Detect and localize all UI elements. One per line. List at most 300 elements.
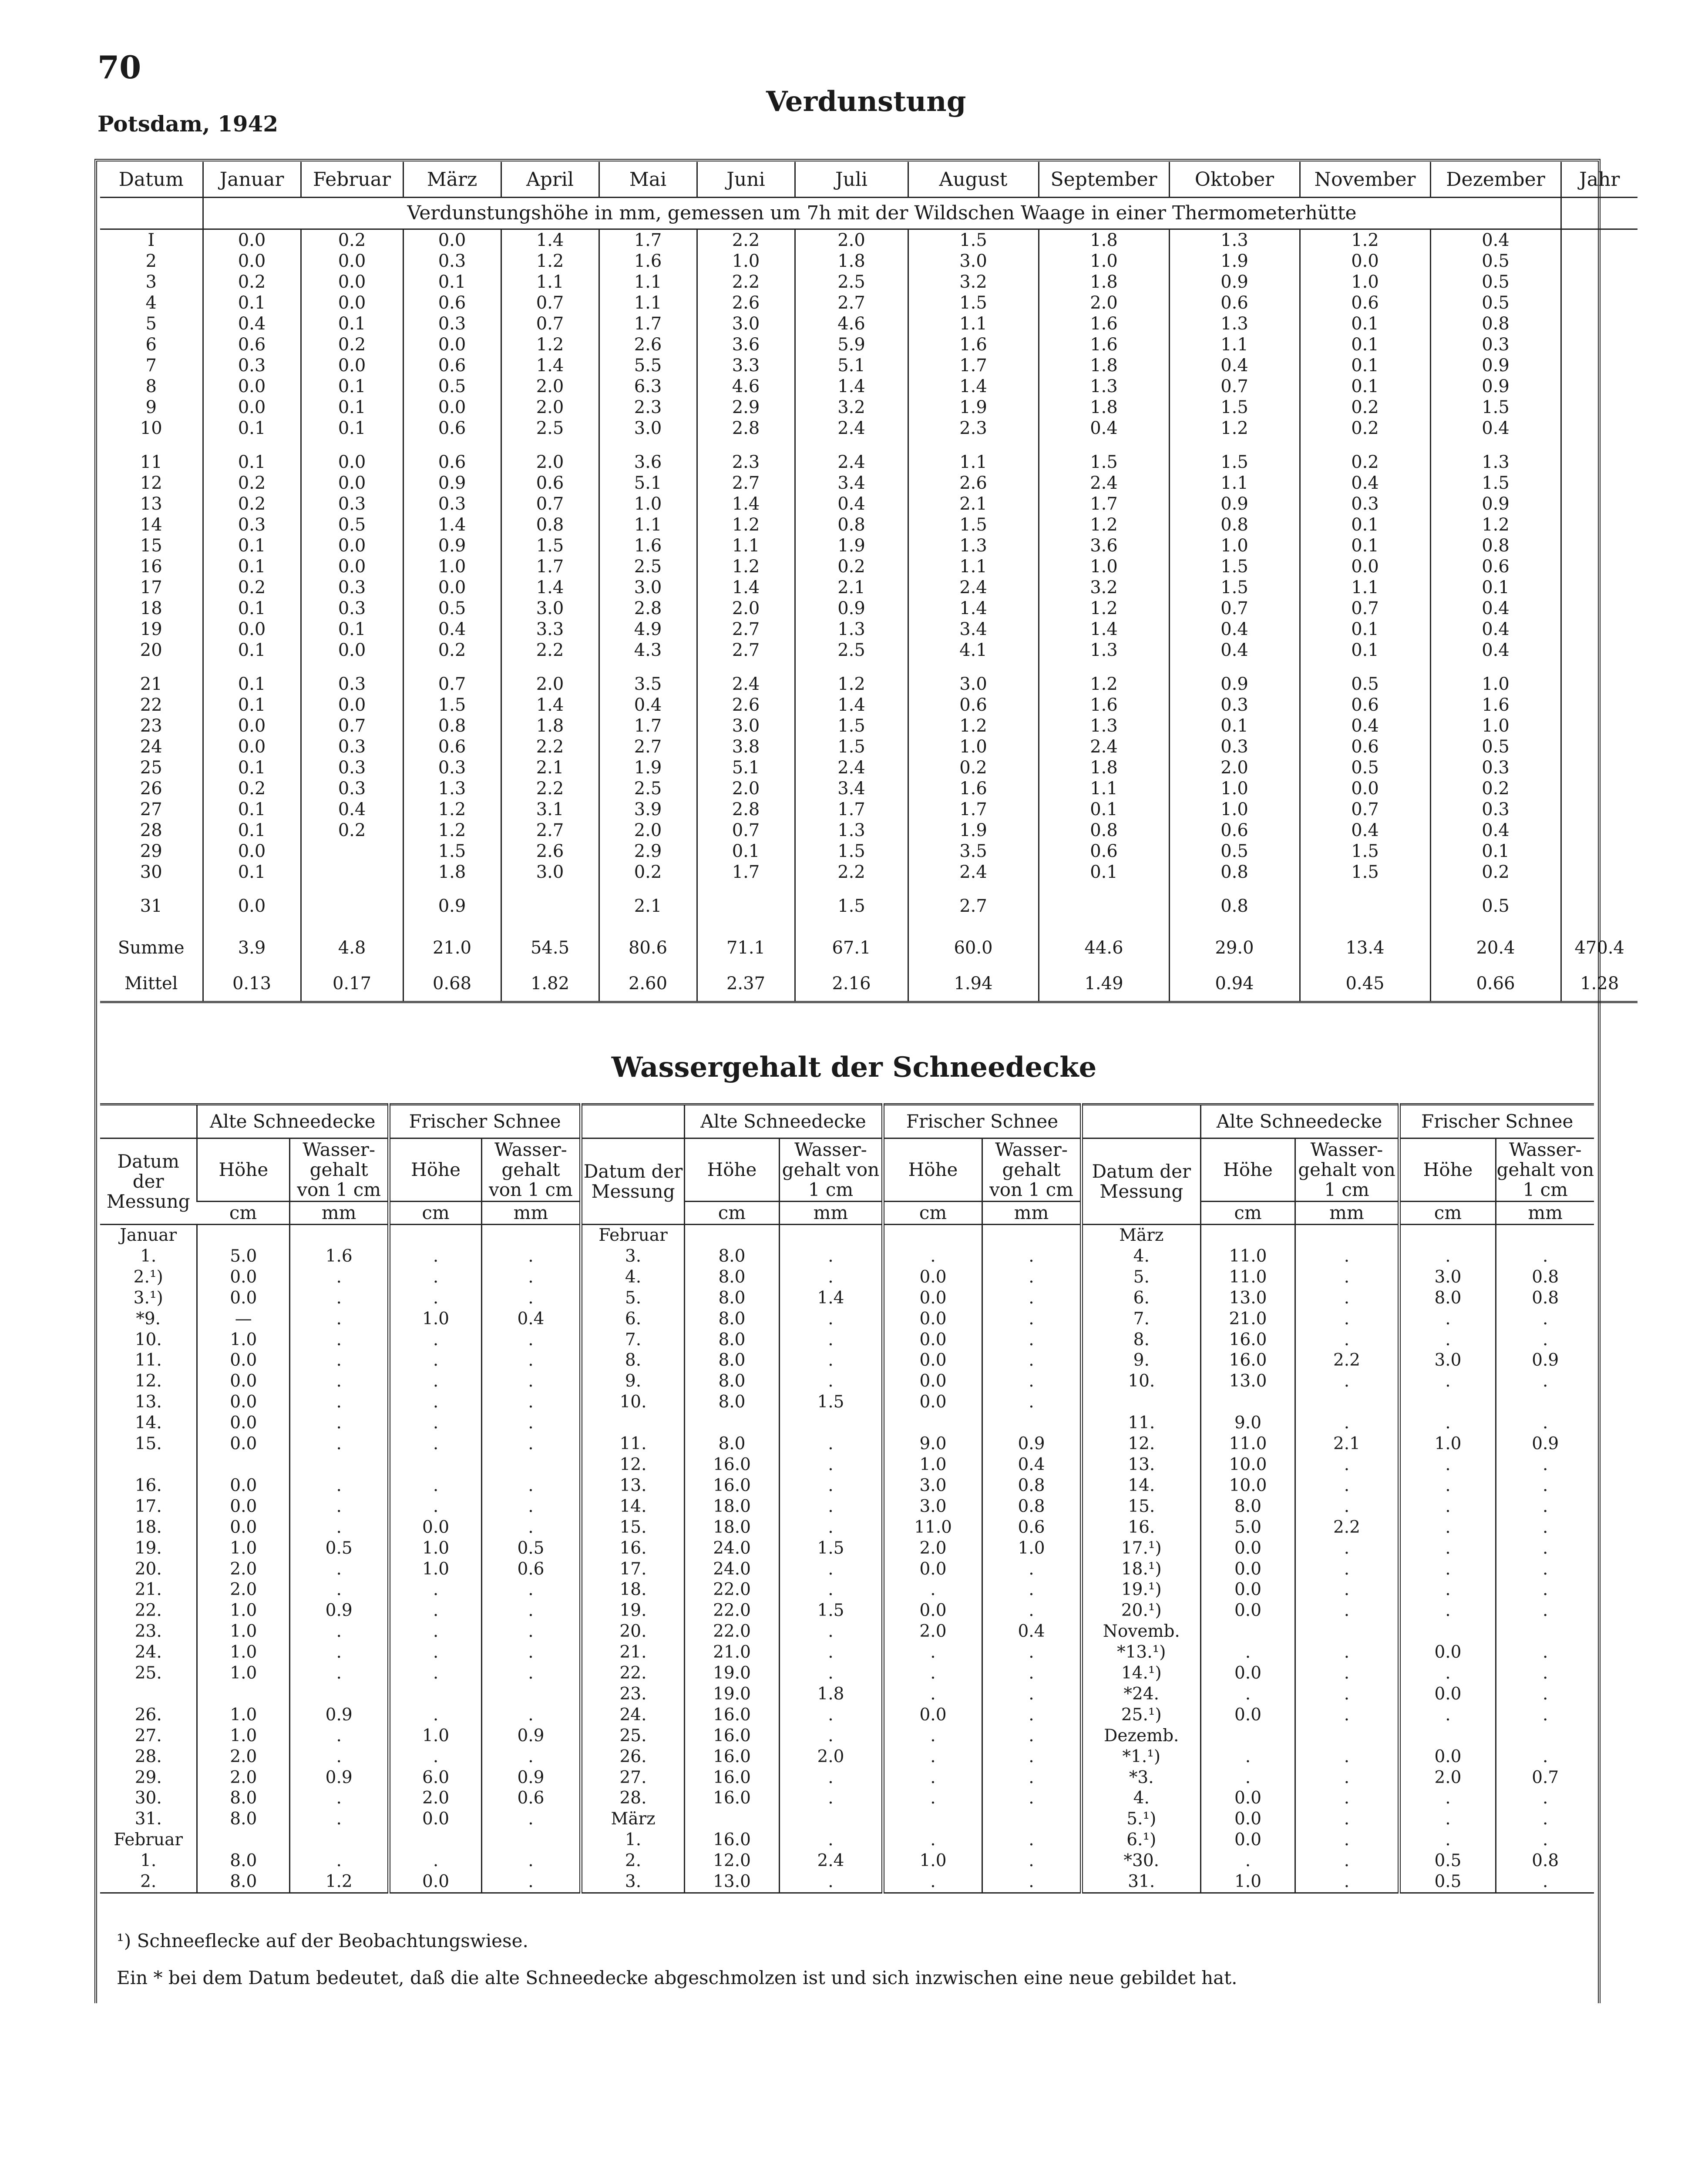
year-cell: [1561, 674, 1637, 695]
old-water-cell: .: [779, 1496, 883, 1517]
evap-value-cell: 0.1: [1300, 376, 1430, 397]
snow-header-spacer: [1082, 1105, 1201, 1138]
evap-caption-spacer: [100, 198, 203, 229]
evap-value-cell: 3.4: [795, 473, 908, 494]
old-water-cell: 0.9: [290, 1600, 389, 1621]
old-water-cell: .: [779, 1330, 883, 1350]
evap-value-cell: 0.6: [403, 452, 501, 473]
evap-gap-cell: [403, 661, 501, 674]
evap-value-cell: 2.7: [795, 292, 908, 313]
evap-value-cell: 0.0: [203, 715, 301, 736]
evap-value-cell: 2.4: [1039, 736, 1169, 757]
fresh-water-cell: .: [1496, 1246, 1594, 1267]
evap-value-cell: 1.2: [403, 820, 501, 841]
old-height-cell: [197, 1225, 290, 1246]
evap-value-cell: 2.7: [908, 896, 1039, 917]
mean-value: 0.45: [1300, 966, 1430, 1002]
fresh-height-cell: 0.0: [883, 1371, 982, 1392]
evap-value-cell: [301, 841, 403, 862]
old-water-cell: .: [290, 1350, 389, 1371]
evap-value-cell: 0.9: [1430, 376, 1561, 397]
evap-value-cell: 3.2: [908, 272, 1039, 292]
evap-value-cell: 1.0: [1430, 715, 1561, 736]
table-row: [100, 1538, 1594, 1559]
old-water-cell: .: [290, 1746, 389, 1767]
evap-value-cell: 1.1: [599, 514, 697, 535]
fresh-height-cell: .: [1399, 1559, 1496, 1580]
fresh-water-cell: .: [1496, 1684, 1594, 1705]
date-cell: 7.: [1082, 1309, 1201, 1330]
evap-value-cell: 2.4: [795, 757, 908, 778]
unit-cm: cm: [1399, 1202, 1496, 1225]
fresh-height-cell: 0.0: [883, 1309, 982, 1330]
evap-value-cell: 0.0: [203, 736, 301, 757]
fresh-height-cell: .: [1399, 1788, 1496, 1809]
evap-gap-cell: [599, 661, 697, 674]
fresh-water-cell: .: [982, 1309, 1082, 1330]
fresh-water-cell: .: [1496, 1371, 1594, 1392]
evap-value-cell: [301, 862, 403, 883]
date-cell: *1.¹): [1082, 1746, 1201, 1767]
table-row: [100, 1454, 1594, 1475]
day-cell: 13: [140, 494, 162, 514]
evap-value-cell: 1.4: [908, 376, 1039, 397]
evap-value-cell: 2.0: [501, 376, 599, 397]
evap-value-cell: 0.3: [1430, 757, 1561, 778]
mean-value: 2.60: [599, 966, 697, 1002]
evap-value-cell: 1.2: [1430, 514, 1561, 535]
water-header: Wasser- gehalt von 1 cm: [779, 1138, 883, 1202]
evap-value-cell: 0.1: [1430, 841, 1561, 862]
old-height-cell: 24.0: [685, 1538, 780, 1559]
fresh-height-cell: [389, 1830, 482, 1850]
evap-value-cell: 1.6: [1039, 695, 1169, 715]
table-row: [100, 820, 1637, 841]
fresh-height-cell: 6.0: [389, 1767, 482, 1788]
old-height-cell: 8.0: [197, 1871, 290, 1893]
old-height-cell: 16.0: [685, 1705, 780, 1726]
evap-value-cell: 1.9: [908, 397, 1039, 418]
evap-value-cell: 2.0: [501, 674, 599, 695]
fresh-height-cell: 2.0: [883, 1538, 982, 1559]
mean-value: 0.68: [403, 966, 501, 1002]
evap-value-cell: 0.2: [599, 862, 697, 883]
old-height-cell: [685, 1225, 780, 1246]
evap-value-cell: 0.5: [1430, 272, 1561, 292]
evap-value-cell: 0.6: [1169, 292, 1300, 313]
evap-value-cell: 1.0: [1169, 535, 1300, 556]
evap-value-cell: 3.6: [599, 452, 697, 473]
day-cell: 3: [145, 272, 157, 292]
evap-value-cell: 0.0: [1300, 556, 1430, 577]
fresh-water-cell: [1496, 1225, 1594, 1246]
evap-value-cell: 0.9: [1430, 494, 1561, 514]
old-height-cell: 2.0: [197, 1746, 290, 1767]
fresh-water-cell: .: [1496, 1496, 1594, 1517]
evap-value-cell: 2.5: [599, 778, 697, 799]
fresh-water-cell: .: [1496, 1705, 1594, 1726]
old-height-cell: 16.0: [685, 1788, 780, 1809]
evap-value-cell: 0.4: [203, 313, 301, 334]
old-water-cell: .: [779, 1267, 883, 1288]
evap-value-cell: 1.3: [1039, 715, 1169, 736]
day-cell: 30: [140, 862, 162, 882]
date-cell: 18.¹): [1082, 1559, 1201, 1580]
evap-value-cell: 0.1: [1300, 355, 1430, 376]
old-height-cell: 0.0: [197, 1392, 290, 1413]
fresh-height-cell: 0.5: [1399, 1850, 1496, 1871]
fresh-water-cell: 0.5: [481, 1538, 581, 1559]
fresh-height-cell: 1.0: [389, 1538, 482, 1559]
date-cell: 6.: [1082, 1288, 1201, 1309]
table-row: [100, 1621, 1594, 1642]
evap-value-cell: 2.6: [697, 695, 795, 715]
fresh-water-cell: .: [481, 1579, 581, 1600]
evap-value-cell: 0.4: [1430, 229, 1561, 251]
section-title-snow: Wassergehalt der Schneedecke: [611, 1051, 1097, 1084]
date-cell: 27.: [134, 1726, 162, 1746]
old-height-cell: 2.0: [197, 1559, 290, 1580]
old-water-cell: .: [290, 1392, 389, 1413]
year-cell: [1561, 473, 1637, 494]
date-cell: 10.: [581, 1392, 684, 1413]
old-water-cell: .: [290, 1809, 389, 1830]
evap-value-cell: 1.2: [1039, 674, 1169, 695]
old-water-cell: .: [779, 1621, 883, 1642]
evap-value-cell: 0.4: [1430, 598, 1561, 619]
table-row: [100, 1767, 1594, 1788]
evap-value-cell: 2.7: [697, 473, 795, 494]
evap-value-cell: 0.1: [1300, 313, 1430, 334]
evap-value-cell: 5.1: [697, 757, 795, 778]
old-water-cell: .: [779, 1309, 883, 1330]
evap-value-cell: 0.6: [1430, 556, 1561, 577]
evap-value-cell: 0.0: [301, 251, 403, 272]
date-cell: 18.: [134, 1517, 162, 1537]
evap-value-cell: 1.3: [403, 778, 501, 799]
evap-value-cell: 0.0: [203, 229, 301, 251]
unit-mm: mm: [982, 1202, 1082, 1225]
evap-value-cell: 0.1: [301, 418, 403, 439]
day-cell: I: [148, 230, 155, 250]
evap-value-cell: 0.9: [403, 896, 501, 917]
fresh-height-cell: .: [389, 1413, 482, 1434]
fresh-water-cell: 0.4: [481, 1309, 581, 1330]
fresh-water-cell: .: [982, 1371, 1082, 1392]
evap-value-cell: 0.1: [203, 598, 301, 619]
evap-caption-row: [100, 198, 1637, 229]
fresh-height-cell: .: [1399, 1809, 1496, 1830]
evap-value-cell: 2.6: [501, 841, 599, 862]
evap-value-cell: 0.1: [1300, 334, 1430, 355]
fresh-water-cell: 0.6: [481, 1788, 581, 1809]
fresh-water-cell: [481, 1225, 581, 1246]
old-height-cell: 8.0: [685, 1267, 780, 1288]
fresh-height-cell: .: [389, 1705, 482, 1726]
old-height-cell: 18.0: [685, 1496, 780, 1517]
evap-value-cell: 1.0: [599, 494, 697, 514]
date-cell: 3.: [581, 1871, 684, 1893]
fresh-height-cell: .: [1399, 1413, 1496, 1434]
table-row: [100, 272, 1637, 292]
old-water-cell: .: [290, 1496, 389, 1517]
fresh-height-cell: 0.0: [389, 1809, 482, 1830]
evap-value-cell: 1.2: [501, 251, 599, 272]
evap-value-cell: 2.4: [795, 452, 908, 473]
fresh-water-cell: .: [481, 1496, 581, 1517]
date-cell: 24.: [581, 1705, 684, 1726]
evap-value-cell: 1.5: [1169, 556, 1300, 577]
old-water-cell: .: [1295, 1267, 1399, 1288]
year-cell: [1561, 619, 1637, 640]
old-height-cell: 1.0: [197, 1705, 290, 1726]
evap-value-cell: 0.1: [203, 640, 301, 661]
evap-value-cell: 2.0: [697, 598, 795, 619]
fresh-water-cell: .: [481, 1371, 581, 1392]
fresh-height-cell: 1.0: [389, 1559, 482, 1580]
old-height-cell: 8.0: [685, 1330, 780, 1350]
old-water-cell: .: [1295, 1767, 1399, 1788]
old-water-cell: .: [290, 1726, 389, 1746]
evap-value-cell: 1.5: [1039, 452, 1169, 473]
fresh-water-cell: .: [982, 1871, 1082, 1893]
old-height-cell: 0.0: [197, 1413, 290, 1434]
evap-value-cell: 3.2: [795, 397, 908, 418]
old-water-cell: 1.6: [290, 1246, 389, 1267]
evap-value-cell: 0.0: [203, 841, 301, 862]
day-cell: 23: [140, 716, 162, 736]
evap-value-cell: 3.5: [599, 674, 697, 695]
evap-gap-cell: [1039, 883, 1169, 896]
fresh-water-cell: .: [481, 1705, 581, 1726]
evap-value-cell: 1.1: [1300, 577, 1430, 598]
fresh-water-cell: .: [1496, 1830, 1594, 1850]
date-cell: 9.: [581, 1371, 684, 1392]
evap-value-cell: 0.8: [795, 514, 908, 535]
date-cell: 18.: [581, 1579, 684, 1600]
evap-value-cell: 1.5: [1300, 862, 1430, 883]
old-height-cell: 0.0: [197, 1517, 290, 1538]
old-height-cell: 8.0: [685, 1350, 780, 1371]
date-cell: 21.: [581, 1642, 684, 1663]
evap-value-cell: 2.6: [599, 334, 697, 355]
fresh-water-cell: .: [1496, 1579, 1594, 1600]
evap-col-header: September: [1039, 162, 1169, 198]
old-water-cell: .: [1295, 1579, 1399, 1600]
fresh-height-cell: .: [1399, 1830, 1496, 1850]
old-height-cell: 5.0: [1200, 1517, 1295, 1538]
height-header: Höhe: [883, 1138, 982, 1202]
evap-value-cell: 1.5: [403, 841, 501, 862]
evap-value-cell: 1.4: [403, 514, 501, 535]
old-height-cell: 16.0: [685, 1475, 780, 1496]
year-cell: [1561, 640, 1637, 661]
year-cell: [1561, 577, 1637, 598]
evap-value-cell: 1.3: [1169, 313, 1300, 334]
evap-value-cell: 1.7: [908, 355, 1039, 376]
evap-value-cell: 1.5: [1169, 577, 1300, 598]
evap-value-cell: 0.3: [403, 313, 501, 334]
evap-value-cell: 0.7: [403, 674, 501, 695]
date-cell: 23.: [581, 1684, 684, 1705]
evap-value-cell: 0.0: [301, 452, 403, 473]
old-height-cell: [197, 1830, 290, 1850]
old-water-cell: 0.9: [290, 1767, 389, 1788]
evap-col-header: Oktober: [1169, 162, 1300, 198]
old-height-cell: 11.0: [1200, 1246, 1295, 1267]
evap-value-cell: 2.3: [697, 452, 795, 473]
fresh-height-cell: .: [1399, 1579, 1496, 1600]
table-row: [100, 674, 1637, 695]
fresh-height-cell: .: [1399, 1371, 1496, 1392]
old-height-cell: 0.0: [1200, 1559, 1295, 1580]
evap-col-header: Juni: [697, 162, 795, 198]
day-cell: 11: [140, 452, 162, 472]
fresh-water-cell: .: [982, 1705, 1082, 1726]
day-cell: 24: [140, 737, 162, 757]
old-height-cell: 0.0: [197, 1350, 290, 1371]
old-water-cell: .: [779, 1767, 883, 1788]
date-cell: 17.¹): [1082, 1538, 1201, 1559]
day-cell: 10: [140, 418, 162, 438]
fresh-height-cell: [883, 1809, 982, 1830]
table-row: [100, 355, 1637, 376]
evap-value-cell: 1.7: [697, 862, 795, 883]
evap-gap-cell: [908, 661, 1039, 674]
evap-value-cell: 3.5: [908, 841, 1039, 862]
evap-value-cell: 1.7: [501, 556, 599, 577]
evap-value-cell: 0.1: [203, 452, 301, 473]
date-cell: Novemb.: [1082, 1621, 1201, 1642]
fresh-height-cell: 3.0: [1399, 1267, 1496, 1288]
year-cell: [1561, 397, 1637, 418]
evap-value-cell: 0.4: [1300, 473, 1430, 494]
year-cell: [1561, 535, 1637, 556]
evap-value-cell: 1.8: [1039, 355, 1169, 376]
fresh-height-cell: 3.0: [1399, 1350, 1496, 1371]
evap-value-cell: 0.2: [1300, 397, 1430, 418]
water-header: Wasser- gehalt von 1 cm: [1295, 1138, 1399, 1202]
fresh-water-cell: .: [1496, 1538, 1594, 1559]
old-height-cell: 0.0: [197, 1371, 290, 1392]
day-cell: 20: [140, 640, 162, 660]
fresh-height-cell: [1399, 1392, 1496, 1413]
fresh-height-cell: .: [1399, 1309, 1496, 1330]
fresh-water-cell: 0.4: [982, 1454, 1082, 1475]
evap-value-cell: 0.1: [1430, 577, 1561, 598]
fresh-height-cell: 0.5: [1399, 1871, 1496, 1893]
fresh-height-cell: 11.0: [883, 1517, 982, 1538]
date-cell: 5.¹): [1082, 1809, 1201, 1830]
evap-gap-cell: [1169, 917, 1300, 930]
evap-value-cell: 1.5: [908, 229, 1039, 251]
evap-gap-cell: [1300, 661, 1430, 674]
mean-value: 0.17: [301, 966, 403, 1002]
date-cell: Februar: [581, 1225, 684, 1246]
evap-value-cell: 1.0: [1430, 674, 1561, 695]
fresh-height-cell: 3.0: [883, 1496, 982, 1517]
evap-value-cell: 0.1: [1300, 619, 1430, 640]
evap-value-cell: 0.3: [1430, 799, 1561, 820]
evap-value-cell: 0.2: [301, 334, 403, 355]
evap-gap-cell: [697, 661, 795, 674]
evap-value-cell: 0.8: [1430, 535, 1561, 556]
fresh-height-cell: 0.0: [1399, 1684, 1496, 1705]
date-cell: 11.: [581, 1434, 684, 1454]
old-water-cell: 2.4: [779, 1850, 883, 1871]
fresh-water-cell: .: [481, 1746, 581, 1767]
table-row: [100, 251, 1637, 272]
evap-value-cell: 1.8: [501, 715, 599, 736]
old-height-cell: 10.0: [1200, 1475, 1295, 1496]
old-water-cell: .: [290, 1621, 389, 1642]
evap-value-cell: 2.0: [599, 820, 697, 841]
old-height-cell: 1.0: [1200, 1871, 1295, 1893]
date-cell: *30.: [1082, 1850, 1201, 1871]
evap-col-header: November: [1300, 162, 1430, 198]
evap-gap-cell: [795, 917, 908, 930]
unit-cm: cm: [685, 1202, 780, 1225]
evap-gap-cell: [1300, 917, 1430, 930]
date-cell: 10.: [134, 1330, 162, 1350]
evap-value-cell: 1.7: [1039, 494, 1169, 514]
evap-gap-cell: [1039, 439, 1169, 452]
evap-value-cell: 0.0: [203, 896, 301, 917]
table-row: [100, 757, 1637, 778]
date-cell: 20.: [134, 1559, 162, 1579]
day-cell: 16: [140, 557, 162, 577]
fresh-height-cell: .: [883, 1767, 982, 1788]
old-water-cell: .: [290, 1288, 389, 1309]
fresh-height-cell: 0.0: [883, 1392, 982, 1413]
evap-value-cell: 0.4: [1039, 418, 1169, 439]
evap-value-cell: 1.0: [1169, 799, 1300, 820]
sum-value: 4.8: [301, 930, 403, 966]
date-cell: 14.: [1082, 1475, 1201, 1496]
day-cell: 31: [140, 896, 162, 916]
evap-value-cell: 2.0: [697, 778, 795, 799]
old-height-cell: 0.0: [197, 1496, 290, 1517]
evap-value-cell: 0.4: [403, 619, 501, 640]
sum-value: 470.4: [1561, 930, 1637, 966]
evap-value-cell: 1.5: [795, 896, 908, 917]
old-snow-header: Alte Schneedecke: [685, 1105, 883, 1138]
evap-value-cell: 3.9: [599, 799, 697, 820]
sum-label: Summe: [118, 938, 185, 958]
fresh-height-cell: 8.0: [1399, 1288, 1496, 1309]
evap-gap-cell: [599, 917, 697, 930]
fresh-height-cell: 1.0: [883, 1454, 982, 1475]
old-water-cell: .: [1295, 1809, 1399, 1830]
evap-value-cell: 0.5: [1430, 292, 1561, 313]
old-height-cell: 19.0: [685, 1684, 780, 1705]
old-height-cell: 13.0: [685, 1871, 780, 1893]
old-water-cell: 1.5: [779, 1392, 883, 1413]
fresh-water-cell: .: [982, 1600, 1082, 1621]
fresh-snow-header: Frischer Schnee: [389, 1105, 581, 1138]
evap-value-cell: 2.5: [599, 556, 697, 577]
fresh-water-cell: .: [1496, 1600, 1594, 1621]
fresh-height-cell: [883, 1225, 982, 1246]
evap-value-cell: 0.1: [1039, 862, 1169, 883]
evap-value-cell: 0.6: [203, 334, 301, 355]
old-water-cell: 2.2: [1295, 1350, 1399, 1371]
old-water-cell: .: [779, 1830, 883, 1850]
evap-value-cell: 2.3: [908, 418, 1039, 439]
fresh-water-cell: .: [481, 1517, 581, 1538]
fresh-water-cell: .: [481, 1600, 581, 1621]
date-cell: 26.: [581, 1746, 684, 1767]
